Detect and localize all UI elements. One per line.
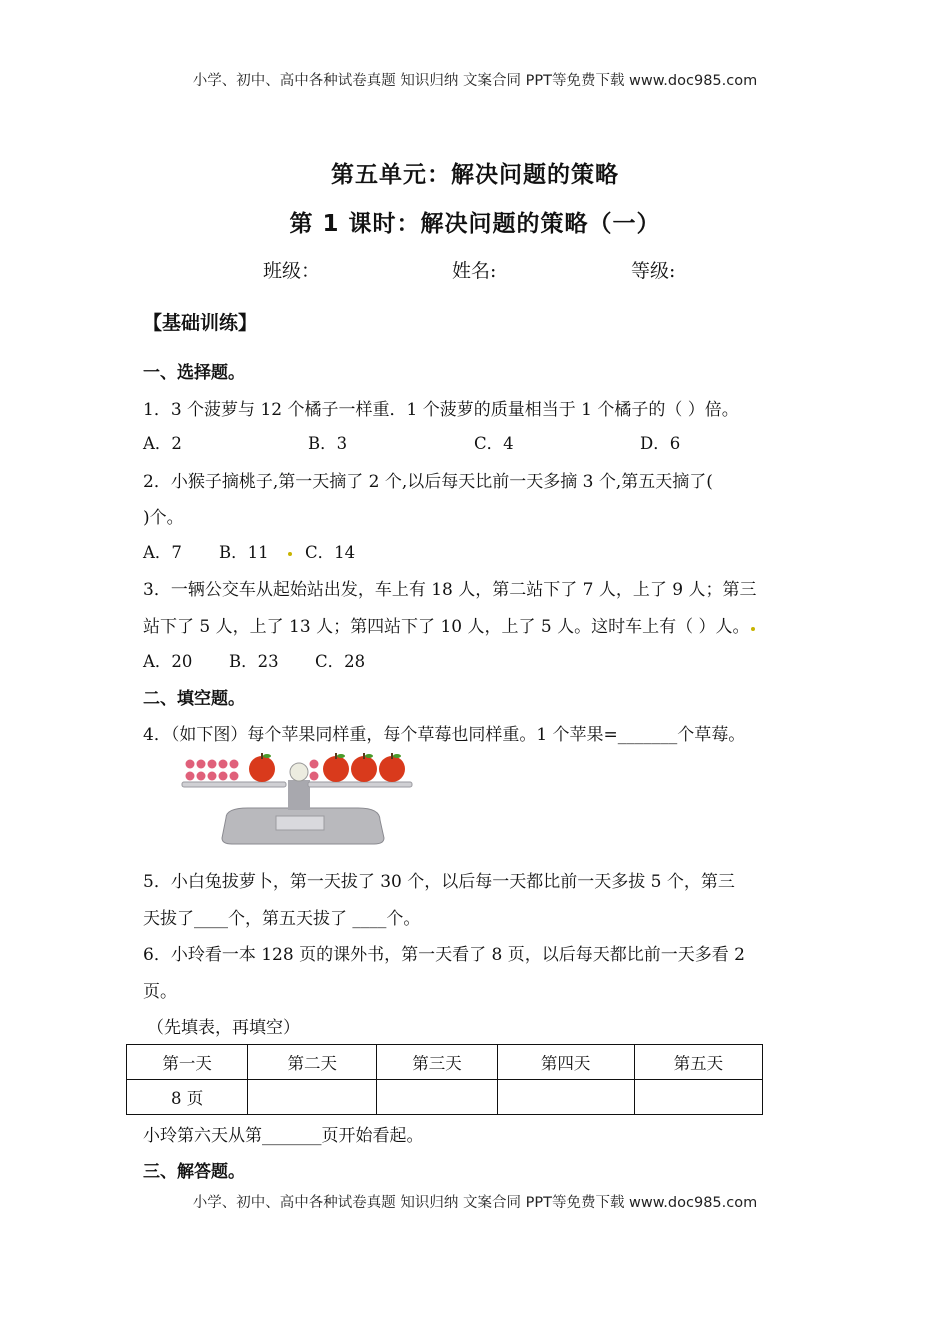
q3-option-a: A．20 xyxy=(143,652,193,671)
scale-label-plate xyxy=(276,816,324,830)
table-cell xyxy=(497,1080,634,1115)
table-header-cell: 第二天 xyxy=(248,1045,377,1080)
left-pan xyxy=(182,782,286,787)
apple-icon xyxy=(323,753,349,782)
table-header-row xyxy=(127,1045,763,1080)
table-row xyxy=(127,1080,763,1115)
name-label: 姓名: xyxy=(452,260,497,282)
q2-option-c: C．14 xyxy=(305,543,356,562)
class-label: 班级： xyxy=(263,260,321,282)
scale-column xyxy=(288,780,310,810)
table-cell xyxy=(377,1080,497,1115)
section-basic-training: 【基础训练】 xyxy=(143,312,258,334)
question-2-line2: )个。 xyxy=(143,508,184,528)
q3-option-c: C．28 xyxy=(315,652,366,671)
question-6-line1: 6．小玲看一本 128 页的课外书，第一天看了 8 页，以后每天都比前一天多看 2 xyxy=(143,945,745,965)
lesson-title: 第 1 课时：解决问题的策略（一） xyxy=(289,211,661,237)
table-header-cell: 第四天 xyxy=(497,1045,634,1080)
q1-option-a: A．2 xyxy=(143,434,182,453)
apple-icon xyxy=(249,753,275,782)
apple-icon xyxy=(379,753,405,782)
strawberry-icon xyxy=(186,760,239,781)
q1-option-d: D．6 xyxy=(640,434,681,453)
page-header: 小学、初中、高中各种试卷真题 知识归纳 文案合同 PPT等免费下载 www.doc985.com xyxy=(192,73,758,89)
question-5-line2: 天拔了____个，第五天拔了 ____个。 xyxy=(143,909,421,929)
scale-dial xyxy=(290,763,308,781)
table-header-cell: 第一天 xyxy=(127,1045,248,1080)
table-header-cell: 第五天 xyxy=(634,1045,762,1080)
apple-icon xyxy=(351,753,377,782)
section-choice: 一、选择题。 xyxy=(143,363,245,383)
q1-option-c: C．4 xyxy=(474,434,514,453)
table-cell: 8 页 xyxy=(127,1080,248,1115)
q1-option-b: B．3 xyxy=(308,434,348,453)
question-6-fill: 小玲第六天从第_______页开始看起。 xyxy=(143,1126,424,1146)
question-5-line1: 5．小白兔拔萝卜，第一天拔了 30 个，以后每一天都比前一天多拔 5 个，第三 xyxy=(143,872,735,892)
grade-label: 等级: xyxy=(631,260,676,282)
right-pan xyxy=(308,782,412,787)
section-answer: 三、解答题。 xyxy=(143,1162,245,1182)
q2-option-b: B．11 xyxy=(219,543,269,562)
yellow-dot-mark xyxy=(751,627,755,631)
question-3-line2: 站下了 5 人，上了 13 人；第四站下了 10 人，上了 5 人。这时车上有（ ）人。 xyxy=(143,617,750,637)
page-footer: 小学、初中、高中各种试卷真题 知识归纳 文案合同 PPT等免费下载 www.doc985.com xyxy=(192,1195,758,1211)
question-1: 1．3 个菠萝与 12 个橘子一样重．1 个菠萝的质量相当于 1 个橘子的（ ）倍。 xyxy=(143,400,739,420)
question-6-line2: 页。 xyxy=(143,982,177,1002)
reading-table xyxy=(126,1044,763,1115)
question-2-line1: 2．小猴子摘桃子,第一天摘了 2 个,以后每天比前一天多摘 3 个,第五天摘了( xyxy=(143,472,713,492)
q2-option-a: A．7 xyxy=(143,543,182,562)
page-title: 第五单元：解决问题的策略 xyxy=(331,162,619,188)
strawberry-icon xyxy=(310,760,319,781)
question-6-hint: （先填表，再填空） xyxy=(147,1018,300,1038)
yellow-dot-mark xyxy=(288,552,292,556)
q3-option-b: B．23 xyxy=(229,652,279,671)
section-fill-blank: 二、填空题。 xyxy=(143,689,245,709)
table-header-cell: 第三天 xyxy=(377,1045,497,1080)
balance-scale-illustration xyxy=(178,750,416,848)
table-cell xyxy=(634,1080,762,1115)
question-4: 4．（如下图）每个苹果同样重，每个草莓也同样重。1 个苹果=_______个草莓。 xyxy=(143,725,746,745)
table-cell xyxy=(248,1080,377,1115)
question-3-line1: 3．一辆公交车从起始站出发，车上有 18 人，第二站下了 7 人，上了 9 人；第三 xyxy=(143,580,757,600)
